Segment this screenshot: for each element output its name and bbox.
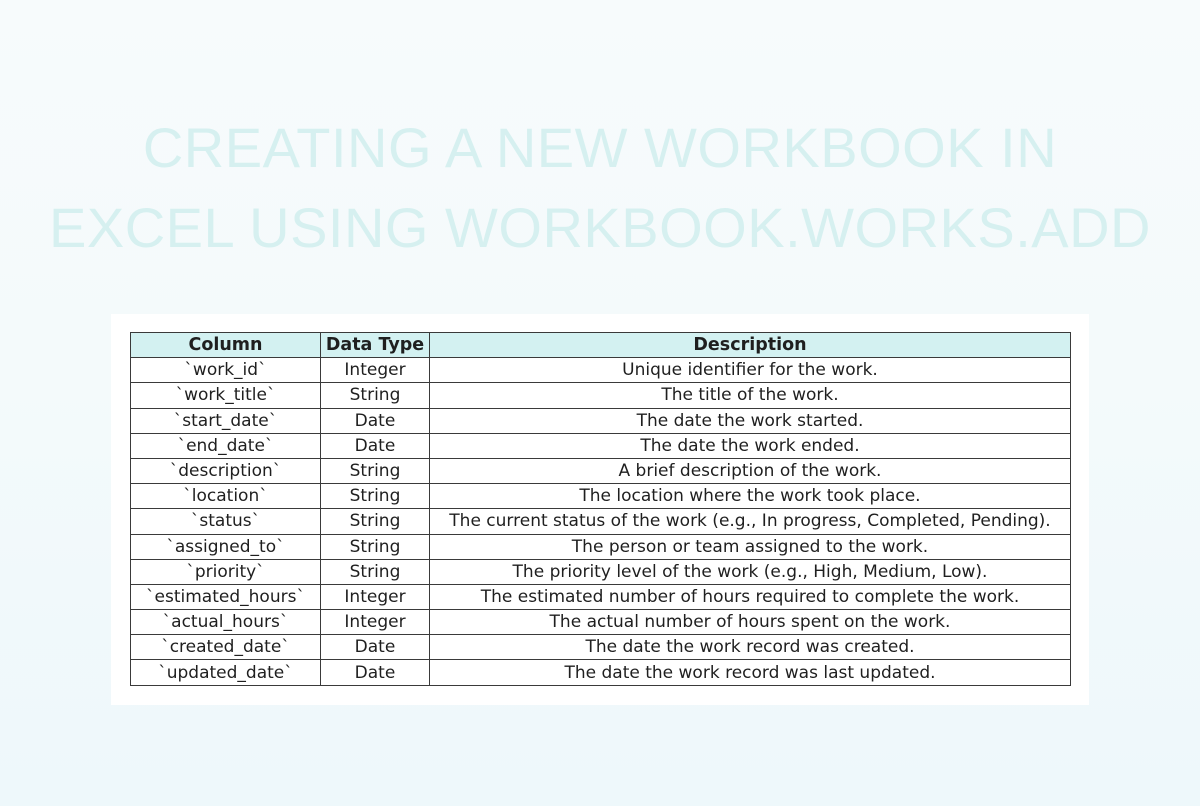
cell-description: A brief description of the work. [430, 458, 1071, 483]
schema-table [130, 332, 1071, 686]
cell-column: `updated_date` [131, 660, 321, 685]
table-row [131, 433, 1071, 458]
table-row [131, 484, 1071, 509]
cell-description: The actual number of hours spent on the work. [430, 610, 1071, 635]
table-row [131, 458, 1071, 483]
cell-column: `description` [131, 458, 321, 483]
cell-column: `assigned_to` [131, 534, 321, 559]
page-title-line-2: EXCEL USING WORKBOOK.WORKS.ADD [49, 196, 1151, 259]
cell-column: `location` [131, 484, 321, 509]
cell-column: `actual_hours` [131, 610, 321, 635]
cell-data-type: Date [321, 635, 430, 660]
table-row [131, 408, 1071, 433]
cell-data-type: String [321, 534, 430, 559]
table-row [131, 610, 1071, 635]
cell-data-type: Integer [321, 358, 430, 383]
cell-data-type: String [321, 509, 430, 534]
cell-column: `start_date` [131, 408, 321, 433]
cell-data-type: String [321, 559, 430, 584]
table-row [131, 509, 1071, 534]
cell-description: The person or team assigned to the work. [430, 534, 1071, 559]
cell-description: The date the work ended. [430, 433, 1071, 458]
cell-description: The date the work record was last updated. [430, 660, 1071, 685]
cell-column: `work_id` [131, 358, 321, 383]
cell-data-type: String [321, 458, 430, 483]
table-row [131, 584, 1071, 609]
table-row [131, 534, 1071, 559]
cell-column: `created_date` [131, 635, 321, 660]
table-row [131, 660, 1071, 685]
cell-description: The current status of the work (e.g., In progress, Completed, Pending). [430, 509, 1071, 534]
cell-data-type: String [321, 383, 430, 408]
table-row [131, 358, 1071, 383]
cell-data-type: Integer [321, 584, 430, 609]
cell-description: The date the work record was created. [430, 635, 1071, 660]
cell-description: The location where the work took place. [430, 484, 1071, 509]
cell-data-type: Date [321, 408, 430, 433]
cell-data-type: Date [321, 433, 430, 458]
cell-data-type: Date [321, 660, 430, 685]
header-row [131, 333, 1071, 358]
table-row [131, 635, 1071, 660]
page-title [0, 108, 1200, 268]
cell-data-type: Integer [321, 610, 430, 635]
table-row [131, 383, 1071, 408]
cell-column: `priority` [131, 559, 321, 584]
cell-column: `estimated_hours` [131, 584, 321, 609]
table-body [131, 358, 1071, 685]
page-title-line-1: CREATING A NEW WORKBOOK IN [142, 116, 1058, 179]
header-description: Description [430, 333, 1071, 358]
cell-column: `end_date` [131, 433, 321, 458]
cell-column: `work_title` [131, 383, 321, 408]
table-header [131, 333, 1071, 358]
cell-description: The priority level of the work (e.g., High, Medium, Low). [430, 559, 1071, 584]
cell-description: Unique identifier for the work. [430, 358, 1071, 383]
cell-data-type: String [321, 484, 430, 509]
header-column: Column [131, 333, 321, 358]
cell-description: The date the work started. [430, 408, 1071, 433]
header-data-type: Data Type [321, 333, 430, 358]
cell-description: The estimated number of hours required to complete the work. [430, 584, 1071, 609]
cell-column: `status` [131, 509, 321, 534]
table-row [131, 559, 1071, 584]
cell-description: The title of the work. [430, 383, 1071, 408]
